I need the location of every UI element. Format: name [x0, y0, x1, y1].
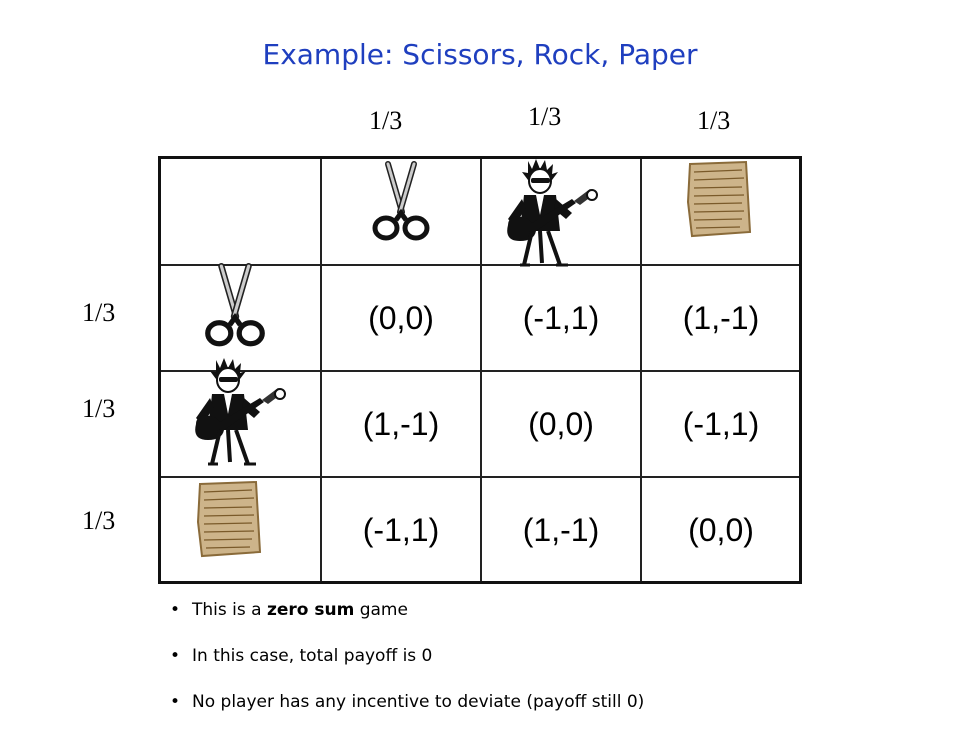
- bullet-dot: •: [170, 600, 181, 620]
- bullet-text: In this case, total payoff is 0: [192, 646, 433, 666]
- scissors-icon: [198, 262, 272, 350]
- rocker-icon: [188, 354, 300, 469]
- bullet-list: [170, 598, 644, 736]
- column-prob-scissors: 1/3: [369, 106, 403, 135]
- bullet-text: No player has any incentive to deviate (payoff still 0): [192, 692, 645, 712]
- rocker-icon: [500, 155, 612, 270]
- bullet-bold-text: zero sum: [266, 600, 355, 620]
- slide-title: Example: Scissors, Rock, Paper: [262, 38, 698, 71]
- payoff-cell: (0,0): [688, 511, 754, 548]
- payoff-cell: (0,0): [528, 405, 594, 442]
- bullet-dot: •: [170, 646, 181, 666]
- bullet-dot: •: [170, 692, 181, 712]
- payoff-cell: (0,0): [368, 299, 434, 336]
- payoff-cell: (-1,1): [682, 405, 760, 442]
- paper-icon: [684, 158, 754, 240]
- paper-icon: [194, 478, 264, 560]
- payoff-cell: (1,-1): [522, 511, 600, 548]
- row-prob-paper: 1/3: [82, 506, 116, 535]
- payoff-cell: (1,-1): [362, 405, 440, 442]
- bullet-zero-sum: [170, 598, 644, 644]
- bullet-text: game: [354, 600, 408, 620]
- scissors-icon: [366, 160, 436, 244]
- bullet-total-payoff: [170, 644, 644, 690]
- bullet-no-incentive: [170, 690, 644, 736]
- payoff-cell: (-1,1): [522, 299, 600, 336]
- column-prob-paper: 1/3: [697, 106, 731, 135]
- row-prob-rock: 1/3: [82, 394, 116, 423]
- payoff-cell: (1,-1): [682, 299, 760, 336]
- row-prob-scissors: 1/3: [82, 298, 116, 327]
- column-prob-rock: 1/3: [528, 102, 562, 131]
- payoff-cell: (-1,1): [362, 511, 440, 548]
- bullet-text: This is a: [192, 600, 267, 620]
